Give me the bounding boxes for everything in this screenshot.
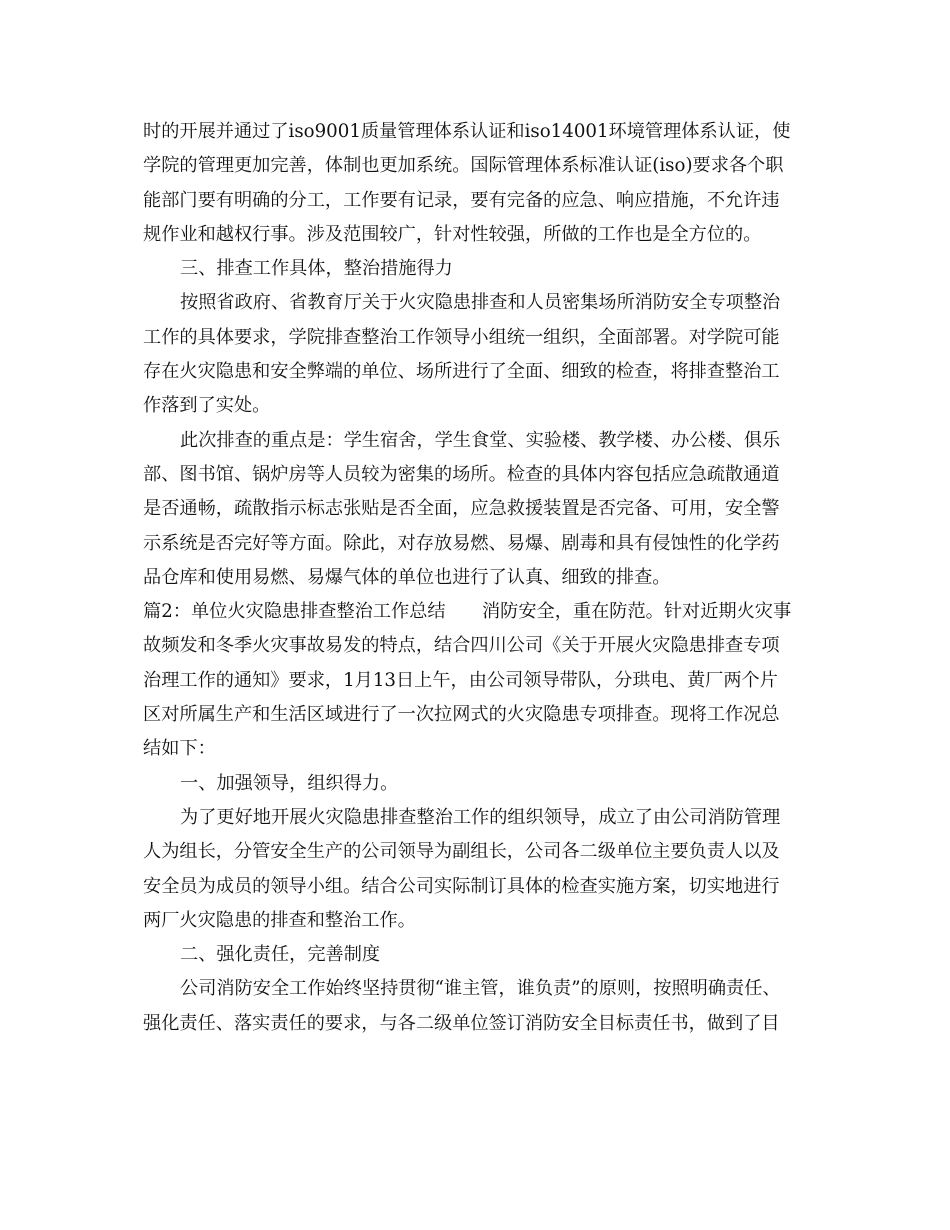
body-line: 部、图书馆、锅炉房等人员较为密集的场所。检查的具体内容包括应急疏散通道 [143,463,780,485]
section-heading: 一、加强领导，组织得力。 [180,772,399,794]
body-line: 两厂火灾隐患的排查和整治工作。 [143,909,416,931]
body-line: 治理工作的通知》要求，1月13日上午，由公司领导带队，分珙电、黄厂两个片 [143,669,778,691]
body-line: 安全员为成员的领导小组。结合公司实际制订具体的检查实施方案，切实地进行 [143,875,780,897]
body-line: 时的开展并通过了iso9001质量管理体系认证和iso14001环境管理体系认证，使 [143,121,791,142]
body-line: 按照省政府、省教育厅关于火灾隐患排查和人员密集场所消防安全专项整治 [180,292,781,314]
body-line: 为了更好地开展火灾隐患排查整治工作的组织领导，成立了由公司消防管理 [180,806,781,828]
body-line: 此次排查的重点是：学生宿舍，学生食堂、实验楼、教学楼、办公楼、俱乐 [180,429,781,451]
body-line: 区对所属生产和生活区域进行了一次拉网式的火灾隐患专项排查。现将工作况总 [143,704,780,726]
body-line: 公司消防安全工作始终坚持贯彻“谁主管，谁负责”的原则，按照明确责任、 [180,978,781,1000]
body-line: 强化责任、落实责任的要求，与各二级单位签订消防安全目标责任书，做到了目 [143,1012,780,1034]
body-line: 工作的具体要求，学院排查整治工作领导小组统一组织，全面部署。对学院可能 [143,326,780,348]
document-body [143,115,808,1041]
body-line: 能部门要有明确的分工，工作要有记录，要有完备的应急、响应措施，不允许违 [143,189,780,211]
body-line: 故频发和冬季火灾事故易发的特点，结合四川公司《关于开展火灾隐患排查专项 [143,635,780,657]
body-line: 示系统是否完好等方面。除此，对存放易燃、易爆、剧毒和具有侵蚀性的化学药 [143,532,780,554]
section-heading: 三、排查工作具体，整治措施得力 [180,258,453,280]
body-line: 是否通畅，疏散指示标志张贴是否全面，应急救援装置是否完备、可用，安全警 [143,498,780,520]
body-line: 规作业和越权行事。涉及范围较广，针对性较强，所做的工作也是全方位的。 [143,223,762,245]
body-line: 结如下： [143,738,216,760]
body-line: 学院的管理更加完善，体制也更加系统。国际管理体系标准认证(iso)要求各个职 [143,155,784,177]
article-heading-line: 篇2：单位火灾隐患排查整治工作总结 消防安全，重在防范。针对近期火灾事 [143,601,792,623]
body-line: 品仓库和使用易燃、易爆气体的单位也进行了认真、细致的排查。 [143,566,671,588]
body-line: 存在火灾隐患和安全弊端的单位、场所进行了全面、细致的检查，将排查整治工 [143,361,780,383]
body-line: 作落到了实处。 [143,395,271,417]
body-line: 人为组长，分管安全生产的公司领导为副组长，公司各二级单位主要负责人以及 [143,841,780,863]
section-heading: 二、强化责任，完善制度 [180,944,381,966]
